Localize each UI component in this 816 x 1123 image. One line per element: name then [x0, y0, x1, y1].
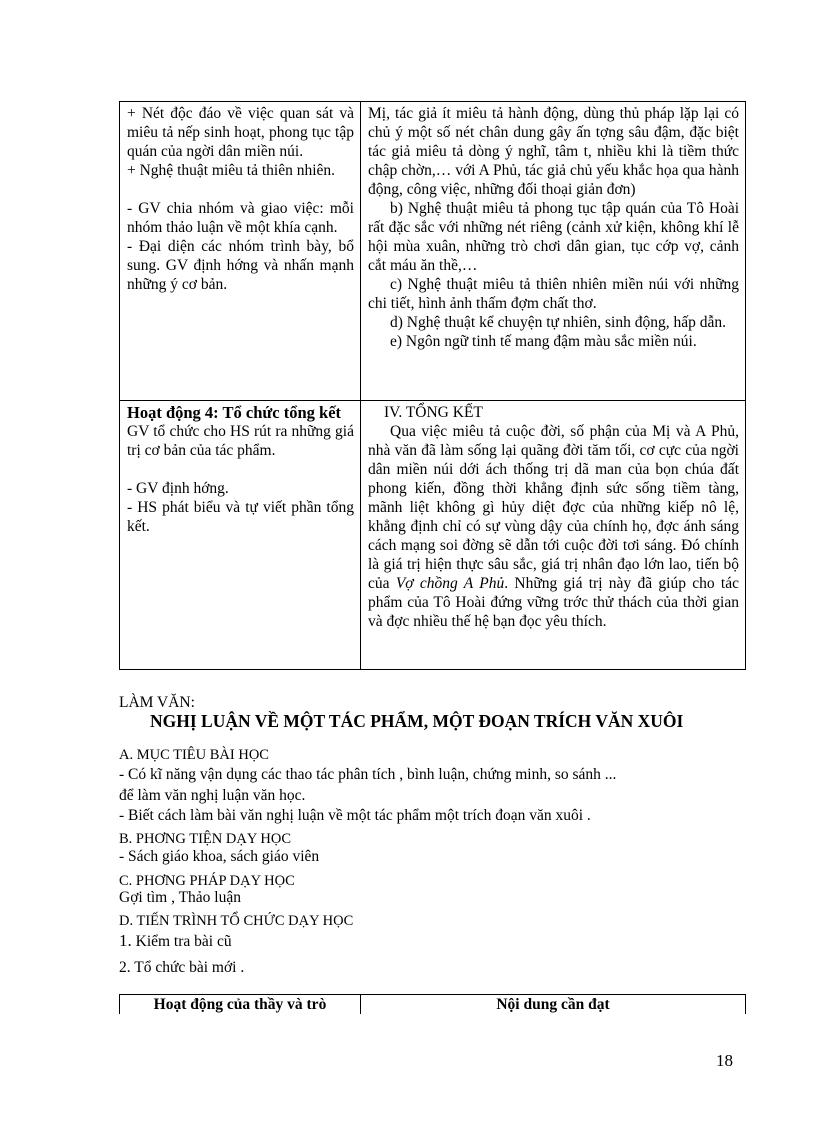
- lam-van-label: LÀM VĂN:: [119, 694, 195, 711]
- activity-line: GV tổ chức cho HS rút ra những giá trị cơ bản của tác phẩm.: [127, 423, 354, 459]
- section-c-heading: C. PHƠNG PHÁP DẠY HỌC: [119, 873, 295, 889]
- item-text: Kiểm tra bài cũ: [135, 933, 232, 950]
- header-content: Nội dung cần đạt: [361, 995, 746, 1015]
- materials-line: - Sách giáo khoa, sách giáo viên: [119, 848, 320, 865]
- section-b-heading: B. PHƠNG TIỆN DẠY HỌC: [119, 831, 291, 847]
- spacer: [127, 180, 354, 199]
- lesson-subtitle: NGHỊ LUẬN VỀ MỘT TÁC PHẨM, MỘT ĐOẠN TRÍCH VĂN XUÔI: [150, 711, 684, 731]
- spacer: [127, 460, 354, 479]
- content-paragraph: d) Nghệ thuật kể chuyện tự nhiên, sinh động, hấp dẫn.: [390, 314, 726, 331]
- summary-text: Qua việc miêu tả cuộc đời, số phận của Mị và A Phủ, nhà văn đã làm sống lại quãng đời tăm tối, cơ cực của ngời dân miền núi dới ách thống trị dã man của bọn chúa đất phong kiến, đồng thời khẳng định sức sống tiềm tàng, mãnh liệt không gì hủy diệt đợc của những kiếp nô lệ, khẳng định chỉ có sự vùng dậy của chính họ, đợc ánh sáng cách mạng soi đờng sẽ dẫn tới cuộc đời tơi sáng. Đó chính là giá trị hiện thực sâu sắc, giá trị nhân đạo lớn lao, tiến bộ của: [368, 423, 739, 592]
- activity-line: - GV chia nhóm và giao việc: mỗi nhóm thảo luận về một khía cạnh.: [127, 200, 354, 236]
- activity-title: Hoạt động 4: Tổ chức tổng kết: [127, 403, 342, 422]
- content-paragraph: [368, 422, 739, 631]
- activity-line: - GV định hớng.: [127, 480, 229, 497]
- objective-line: - Biết cách làm bài văn nghị luận về một tác phẩm một trích đoạn văn xuôi .: [119, 807, 591, 824]
- content-paragraph: c) Nghệ thuật miêu tả thiên nhiên miền núi với những chi tiết, hình ảnh thấm đợm chất thơ.: [368, 276, 739, 312]
- activity-line: - HS phát biểu và tự viết phần tổng kết.: [127, 499, 354, 535]
- teacher-activity-cell: [120, 102, 361, 401]
- method-line: Gợi tìm , Thảo luận: [119, 889, 241, 906]
- content-paragraph: b) Nghệ thuật miêu tả phong tục tập quán của Tô Hoài rất đặc sắc với những nét riêng (cảnh xử kiện, không khí lễ hội mùa xuân, những trò chơi dân gian, tục cớp vợ, cảnh cắt máu ăn thề,…: [368, 200, 739, 274]
- activity-line: + Nghệ thuật miêu tả thiên nhiên.: [127, 162, 336, 179]
- table-row: [120, 401, 746, 670]
- item-number: 1.: [119, 931, 132, 950]
- procedure-item: [119, 931, 232, 951]
- summary-text-end: . Những giá trị này đã giúp cho tác phẩm của Tô Hoài đứng vững trớc thử thách của thời gian và đợc nhiều thế hệ bạn đọc yêu thích.: [368, 575, 739, 630]
- teacher-activity-cell: [120, 401, 361, 670]
- activity-line: - Đại diện các nhóm trình bày, bổ sung. GV định hớng và nhấn mạnh những ý cơ bản.: [127, 238, 354, 293]
- page-number: 18: [716, 1051, 733, 1070]
- header-teacher-student: Hoạt động của thầy và trò: [120, 995, 361, 1015]
- content-cell: [361, 102, 746, 401]
- table-row: [120, 102, 746, 401]
- section-a-heading: A. MỤC TIÊU BÀI HỌC: [119, 747, 269, 763]
- activity-line: + Nét độc đáo về việc quan sát và miêu tả nếp sinh hoạt, phong tục tập quán của ngời dân miền núi.: [127, 105, 354, 160]
- content-heading: IV. TỔNG KẾT: [384, 404, 483, 421]
- work-title: Vợ chồng A Phủ: [395, 575, 505, 592]
- objective-line: - Có kĩ năng vận dụng các thao tác phân tích , bình luận, chứng minh, so sánh ...: [119, 766, 617, 783]
- objective-line: để làm văn nghị luận văn học.: [119, 787, 306, 804]
- content-paragraph: e) Ngôn ngữ tinh tế mang đậm màu sắc miền núi.: [390, 333, 697, 350]
- content-cell: [361, 401, 746, 670]
- section-d-heading: D. TIẾN TRÌNH TỔ CHỨC DẠY HỌC: [119, 913, 354, 929]
- lesson-table: [119, 101, 746, 670]
- activity-table-header: [119, 994, 746, 1014]
- content-paragraph: Mị, tác giả ít miêu tả hành động, dùng thủ pháp lặp lại có chủ ý một số nét chân dung gây ấn tợng sâu đậm, đặc biệt tác giả miêu tả dòng ý nghĩ, tâm t, nhiều khi là tiềm thức chập chờn,… với A Phủ, tác giả chủ yếu khắc họa qua hành động, công việc, những đối thoại giản đơn): [368, 105, 739, 198]
- procedure-item: 2. Tổ chức bài mới .: [119, 959, 245, 976]
